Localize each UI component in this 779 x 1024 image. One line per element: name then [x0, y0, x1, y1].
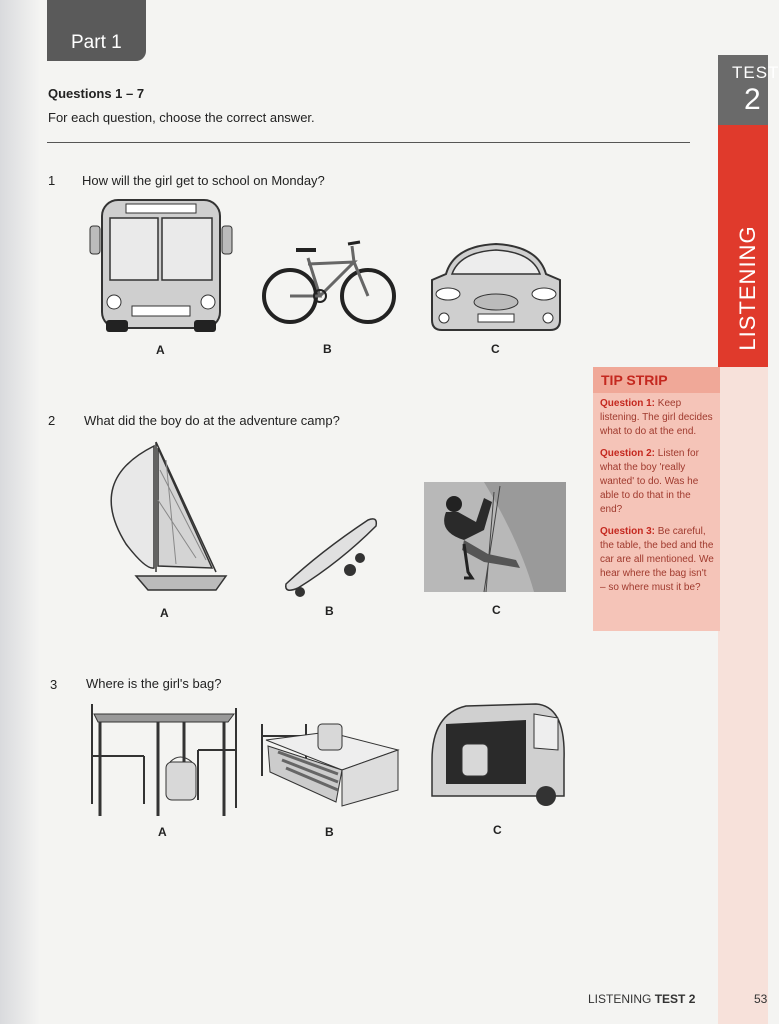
bicycle-icon[interactable] — [260, 236, 398, 326]
footer-test: TEST 2 — [654, 992, 696, 1006]
question-2-number: 2 — [48, 413, 56, 428]
q1-option-a[interactable]: A — [156, 343, 165, 357]
part-tab — [47, 0, 146, 61]
table-with-bag-icon[interactable] — [88, 704, 240, 820]
tip-strip-title: TIP STRIP — [601, 372, 668, 388]
tip-label: Question 2: — [600, 448, 656, 459]
bed-with-bag-icon[interactable] — [258, 716, 402, 808]
tip-item — [600, 525, 714, 595]
question-3-text: Where is the girl's bag? — [86, 676, 222, 691]
q2-option-c[interactable]: C — [492, 603, 501, 617]
part-label: Part 1 — [71, 32, 122, 53]
tip-label: Question 1: — [600, 398, 656, 409]
tip-strip-title-bar — [593, 367, 720, 393]
page-gutter-shadow — [0, 0, 40, 1024]
tip-strip — [593, 367, 720, 631]
q2-option-b[interactable]: B — [325, 604, 334, 618]
question-1-text: How will the girl get to school on Monday? — [82, 173, 325, 188]
skateboard-icon[interactable] — [280, 512, 382, 598]
tip-text: Listen for what the boy 'really wanted' to do. Was he able to do that in the end? — [600, 448, 699, 515]
section-label: LISTENING — [735, 225, 760, 351]
tip-item — [600, 447, 714, 517]
q3-option-c[interactable]: C — [493, 823, 502, 837]
question-2-text: What did the boy do at the adventure camp? — [84, 413, 340, 428]
test-tab — [718, 55, 779, 125]
test-number: 2 — [744, 83, 761, 116]
footer — [588, 992, 695, 1006]
tip-text: Keep listening. The girl decides what to do at the end. — [600, 398, 713, 437]
rock-climber-icon[interactable] — [424, 482, 566, 592]
car-icon[interactable] — [426, 240, 566, 336]
questions-heading: Questions 1 – 7 — [48, 86, 145, 101]
tip-label: Question 3: — [600, 526, 656, 537]
bus-icon[interactable] — [88, 198, 234, 334]
instructions: For each question, choose the correct answer. — [48, 110, 315, 125]
tip-text: Be careful, the table, the bed and the car are all mentioned. We hear where the bag isn't – so where must it be? — [600, 526, 714, 593]
section-tab — [718, 125, 768, 367]
q1-option-b[interactable]: B — [323, 342, 332, 356]
side-margin — [718, 367, 768, 1024]
test-label: TEST — [732, 63, 779, 82]
divider — [47, 142, 690, 143]
question-1-number: 1 — [48, 173, 56, 188]
q3-option-b[interactable]: B — [325, 825, 334, 839]
page-number: 53 — [754, 992, 768, 1006]
sailboat-icon[interactable] — [96, 440, 230, 596]
question-3-number: 3 — [50, 677, 58, 692]
q1-option-c[interactable]: C — [491, 342, 500, 356]
tip-item — [600, 397, 714, 439]
footer-section: LISTENING — [588, 992, 652, 1006]
q3-option-a[interactable]: A — [158, 825, 167, 839]
car-boot-with-bag-icon[interactable] — [426, 700, 568, 808]
q2-option-a[interactable]: A — [160, 606, 169, 620]
tip-strip-body — [600, 397, 714, 603]
